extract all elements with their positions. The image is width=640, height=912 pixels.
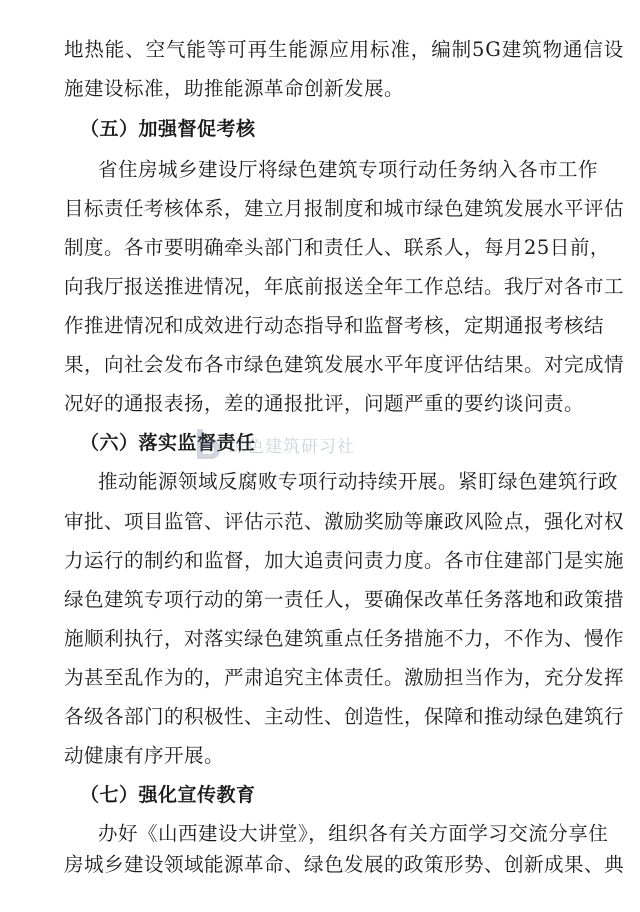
text-line: 况好的通报表扬，差的通报批评，问题严重的要约谈问责。 xyxy=(64,392,585,415)
text-line: 动健康有序开展。 xyxy=(64,744,225,767)
text-line: 目标责任考核体系，建立月报制度和城市绿色建筑发展水平评估 xyxy=(64,197,625,220)
text-line: 审批、项目监管、评估示范、激励奖励等廉政风险点，强化对权 xyxy=(64,510,625,533)
section-heading-7: （七）强化宣传教育 xyxy=(80,784,256,806)
text-line: 各级各部门的积极性、主动性、创造性，保障和推动绿色建筑行 xyxy=(64,705,625,728)
text-line: 果，向社会发布各市绿色建筑发展水平年度评估结果。对完成情 xyxy=(64,353,625,376)
text-line: 制度。各市要明确牵头部门和责任人、联系人，每月25日前， xyxy=(64,236,610,259)
watermark-text: 绿色建筑研习社 xyxy=(229,436,355,457)
text-line: 地热能、空气能等可再生能源应用标准，编制5G建筑物通信设 xyxy=(64,38,625,61)
text-line: 为甚至乱作为的，严肃追究主体责任。激励担当作为，充分发挥 xyxy=(64,666,625,689)
text-line: 房城乡建设领域能源革命、绿色发展的政策形势、创新成果、典 xyxy=(64,853,625,876)
section-heading-5: （五）加强督促考核 xyxy=(80,118,256,140)
text-line: 施顺利执行，对落实绿色建筑重点任务措施不力，不作为、慢作 xyxy=(64,627,625,650)
text-line: 作推进情况和成效进行动态指导和监督考核，定期通报考核结 xyxy=(64,314,605,337)
text-line: 绿色建筑专项行动的第一责任人，要确保改革任务落地和政策措 xyxy=(64,588,625,611)
text-line: 施建设标准，助推能源革命创新发展。 xyxy=(64,77,405,100)
text-line: 省住房城乡建设厅将绿色建筑专项行动任务纳入各市工作 xyxy=(98,158,599,181)
text-line: 推动能源领域反腐败专项行动持续开展。紧盯绿色建筑行政 xyxy=(98,470,619,493)
text-line: 力运行的制约和监督，加大追责问责力度。各市住建部门是实施 xyxy=(64,549,625,572)
section-heading-6: （六）落实监督责任 xyxy=(80,432,256,454)
text-line: 向我厅报送推进情况，年底前报送全年工作总结。我厅对各市工 xyxy=(64,275,625,298)
text-line: 办好《山西建设大讲堂》，组织各有关方面学习交流分享住 xyxy=(98,822,609,845)
